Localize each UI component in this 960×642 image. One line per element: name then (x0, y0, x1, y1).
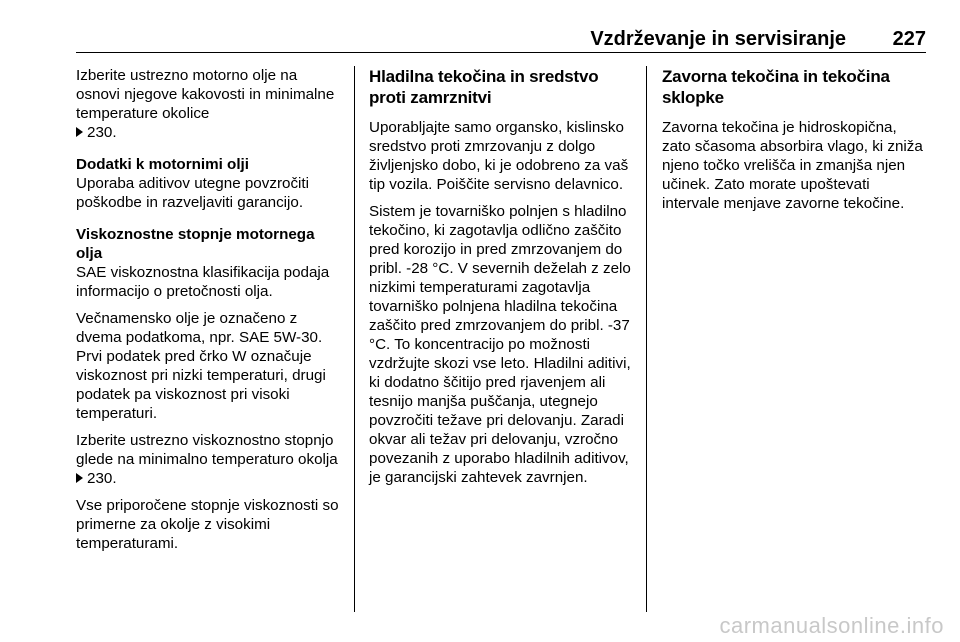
page-number: 227 (892, 28, 926, 50)
coolant-paragraph-1: Uporabljajte samo organsko, kislinsko sredstvo proti zmrzovanju z dolgo življenjsko dobo, ki je odobreno za vaš tip vozila. Poiščite servisno delavnico. (369, 119, 629, 193)
sae-paragraph: SAE viskoznostna klasifikacija podaja informacijo o pretočnosti olja. (76, 264, 330, 300)
coolant-heading: Hladilna tekočina in sredstvo proti zamrznitvi (369, 67, 599, 107)
additives-paragraph: Uporaba aditivov utegne povzročiti poškodbe in razveljaviti garancijo. (76, 175, 310, 211)
coolant-paragraph-2: Sistem je tovarniško polnjen s hladilno tekočino, ki zagotavlja odlično zaščito pred korozijo in pred zmrzovanjem do pribl. -28 °C. V severnih deželah z zelo nizkimi temperaturami zagotavlja tovarniško polnjena hladilna tekočina zaščito pred zmrzovanjem do pribl. -37 °C. To koncentracijo po možnosti vzdržujte skozi vse leto. Hladilni aditivi, ki dodatno ščitijo pred rjavenjem ali tesnijo manjša puščanja, utegnejo povzročiti težave pri delovanju. Zaradi okvar ali težav pri delovanju, vzročno povezanih z uporabo hladilnih aditivov, je garancijski zahtevek zavrnjen. (369, 203, 631, 486)
page-reference-arrow-icon (76, 127, 83, 137)
column-divider (354, 66, 355, 612)
oil-intro-paragraph (76, 66, 344, 142)
brake-fluid-heading: Zavorna tekočina in tekočina sklopke (662, 67, 890, 107)
choose-viscosity-paragraph (76, 431, 344, 488)
brake-fluid-paragraph: Zavorna tekočina je hidroskopična, zato sčasoma absorbira vlago, ki zniža njeno točko vrelišča in zmanjša njen učinek. Zato morate upoštevati intervale menjave zavorne tekočine. (662, 119, 923, 212)
choose-viscosity-text: Izberite ustrezno viskoznostno stopnjo glede na minimalno temperaturo okolja (76, 432, 338, 468)
additives-heading: Dodatki k motornimi olji (76, 156, 249, 173)
column-middle (369, 66, 633, 495)
column-divider (646, 66, 647, 612)
recommended-grades-paragraph: Vse priporočene stopnje viskoznosti so primerne za okolje z visokimi temperaturami. (76, 497, 339, 552)
header-title: Vzdrževanje in servisiranje (590, 28, 846, 50)
page-header (76, 26, 926, 53)
oil-intro-reference[interactable]: 230. (87, 124, 117, 141)
choose-viscosity-reference[interactable]: 230. (87, 470, 117, 487)
multigrade-paragraph: Večnamensko olje je označeno z dvema podatkoma, npr. SAE 5W-30. Prvi podatek pred črko W označuje viskoznost pri nizki temperaturi, drugi podatek pa viskoznost pri visoki temperaturi. (76, 310, 326, 422)
page-reference-arrow-icon (76, 473, 83, 483)
column-left (76, 66, 344, 561)
viscosity-heading: Viskoznostne stopnje motornega olja (76, 226, 315, 262)
watermark: carmanualsonline.info (719, 613, 944, 638)
column-right (662, 66, 928, 221)
oil-intro-text: Izberite ustrezno motorno olje na osnovi njegove kakovosti in minimalne temperature okolice (76, 67, 335, 122)
